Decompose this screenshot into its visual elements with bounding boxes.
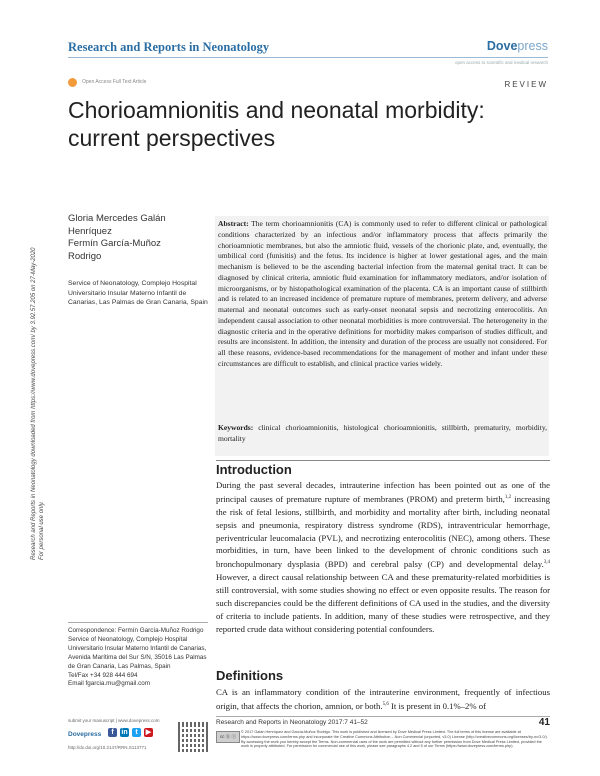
abstract [218, 219, 547, 370]
correspondence-address: Service of Neonatology, Complejo Hospital Universitario Insular Materno Infantil de Canarias, Avenida Marítima del Sur S/N, 35016 Las Palmas de Gran Canaria, Las Palmas, Spain [68, 635, 207, 670]
open-access-label: Open Access Full Text Article [82, 79, 147, 85]
publisher-tagline: open access to scientific and medical research [454, 60, 548, 65]
publisher-light: press [517, 39, 548, 53]
intro-text: During the past several decades, intrauterine infection has been pointed out as one of the principal causes of premature rupture of membranes (PROM) and preterm birth, [216, 480, 550, 504]
youtube-icon[interactable]: ▶ [145, 729, 152, 736]
download-notice-line: Research and Reports in Neonatology downloaded from https://www.dovepress.com/ by 3.92.57.205 on 27-May-2020 [31, 247, 37, 560]
introduction-paragraph [216, 479, 550, 636]
article-title: Chorioamnionitis and neonatal morbidity: current perspectives [68, 97, 485, 151]
citation-ref[interactable]: 3,4 [543, 560, 550, 566]
correspondence-tel: Tel/Fax +34 928 444 694 [68, 671, 138, 679]
submit-manuscript-link[interactable]: submit your manuscript | www.dovepress.com [68, 718, 160, 723]
author-name: Fermín García-Muñoz [68, 238, 161, 249]
publisher-bold: Dove [486, 39, 518, 53]
social-links [108, 728, 153, 737]
keywords-label: Keywords: [218, 423, 254, 432]
abstract-label: Abstract: [218, 219, 249, 228]
author-list [68, 213, 208, 263]
open-access-icon [68, 78, 77, 87]
intro-text: increasing the risk of fetal lesions, stillbirth, and morbidity and mortality after birth, including neonatal sepsis and pneumonia, respiratory distress syndrome (RDS), intraventricular hemorrhage, periventricular leucomalacia (PVL), and necrotizing enterocolitis (NEC), among others. These morbidities, in turn, have been linked to the development of chronic conditions such as bronchopulmonary dysplasia (BPD) and cerebral palsy (CP) and developmental delay. [216, 493, 551, 570]
introduction-heading: Introduction [216, 462, 292, 477]
dovepress-logo[interactable]: Dovepress [68, 731, 102, 738]
abstract-text: The term chorioamnionitis (CA) is commonly used to refer to different clinical or pathological conditions characterized by an infectious and/or inflammatory process that affects primarily the chorioamniotic membranes, but also the amniotic fluid, vessels of the chorionic plate, and, eventually, the umbilical cord (funisitis) and the fetus. Its incidence is higher at lower gestational ages, and the main mechanism is believed to be the ascending bacterial infection from the maternal genital tract. It can be diagnosed by clinical criteria, amniotic fluid examination for inflammatory mediators, and/or isolation of microorganisms, or by histopathological examination of the placenta. CA is an important cause of stillbirth and is related to an increased incidence of premature rupture of membranes, preterm delivery, and adverse maternal and neonatal outcomes such as early-onset neonatal sepsis and necrotizing enterocolitis. An independent causal association to other neonatal morbidities is more controversial. The heterogeneity in the diagnostic criteria and in the operative definitions for morbidity makes comparison of studies difficult, and results are inconsistent. In addition, the intensity and duration of the process are usually not considered. For all these reasons, evidence-based recommendations for the management of mother and infant under these circumstances are difficult to establish, and clinical practice varies widely. [218, 219, 547, 368]
footer-citation: Research and Reports in Neonatology 2017:7 41–52 [216, 719, 368, 726]
author-name: Henríquez [68, 225, 112, 237]
citation-ref[interactable]: 5,6 [382, 701, 389, 707]
creative-commons-icon[interactable]: cc ⓑ ⓢ [216, 731, 240, 743]
footer-divider [216, 716, 550, 717]
correspondence-name: Correspondence: Fermín García-Muñoz Rodrigo [68, 627, 204, 634]
article-type: REVIEW [504, 80, 548, 89]
definitions-heading: Definitions [216, 668, 284, 683]
linkedin-icon[interactable]: in [121, 729, 128, 736]
correspondence-email[interactable]: Email fgarcia.mu@gmail.com [68, 680, 150, 688]
doi-link[interactable]: http://dx.doi.org/10.2147/RRN.S113771 [68, 745, 147, 750]
personal-use-line: For personal use only. [39, 501, 45, 560]
correspondence-divider [68, 622, 208, 623]
header-divider [68, 57, 548, 58]
defs-text: It is present in 0.1%–2% of [388, 700, 487, 711]
author-affiliation: Service of Neonatology, Complejo Hospital Universitario Insular Materno Infantil de Canarias, Las Palmas de Gran Canaria, Spain [68, 280, 208, 306]
keywords-text: clinical chorioamnionitis, histological chorioamnionitis, stillbirth, prematurity, morbidity, mortality [218, 423, 547, 443]
publisher-logo[interactable] [487, 39, 548, 53]
keywords [218, 423, 547, 445]
author-name: Rodrigo [68, 250, 102, 262]
citation-ref[interactable]: 1,2 [504, 494, 512, 500]
defs-text: CA is an inflammatory condition of the intrauterine environment, frequently of infectious origin, that affects the chorion, amnion, or both. [216, 687, 550, 711]
qr-code-pattern [181, 725, 205, 749]
intro-text: However, a direct causal relationship between CA and these prematurity-related morbidities is still controversial, with some studies showing no effect or even opposite results. The reason for such discrepancies could be the different definitions of CA used in the studies, and the diversity of criteria to include patients. In addition, many of these studies were retrospective, and they reported crude data without considering potential confounders. [216, 572, 550, 634]
definitions-paragraph [216, 686, 550, 713]
page-number: 41 [538, 717, 550, 728]
journal-name: Research and Reports in Neonatology [68, 40, 270, 54]
section-divider [216, 460, 550, 461]
download-notice [20, 140, 45, 560]
correspondence [68, 627, 208, 689]
facebook-icon[interactable]: f [108, 728, 117, 737]
author-name: Gloria Mercedes Galán [68, 213, 166, 224]
twitter-icon[interactable]: t [132, 728, 141, 737]
license-text: © 2017 Galán Henríquez and García-Muñoz Rodrigo. This work is published and licensed by Dove Medical Press Limited. The full terms of this license are available at https://www.dovepress.com/terms.php and incorporate the Creative Commons Attribution – Non Commercial (unported, v3.0) License (http://creativecommons.org/licenses/by-nc/3.0/). By accessing the work you hereby accept the Terms. Non-commercial uses of the work are permitted without any further permission from Dove Medical Press Limited, provided the work is properly attributed. For permission for commercial use of this work, please see paragraphs 4.2 and 5 of our Terms (https://www.dovepress.com/terms.php). [241, 730, 548, 749]
